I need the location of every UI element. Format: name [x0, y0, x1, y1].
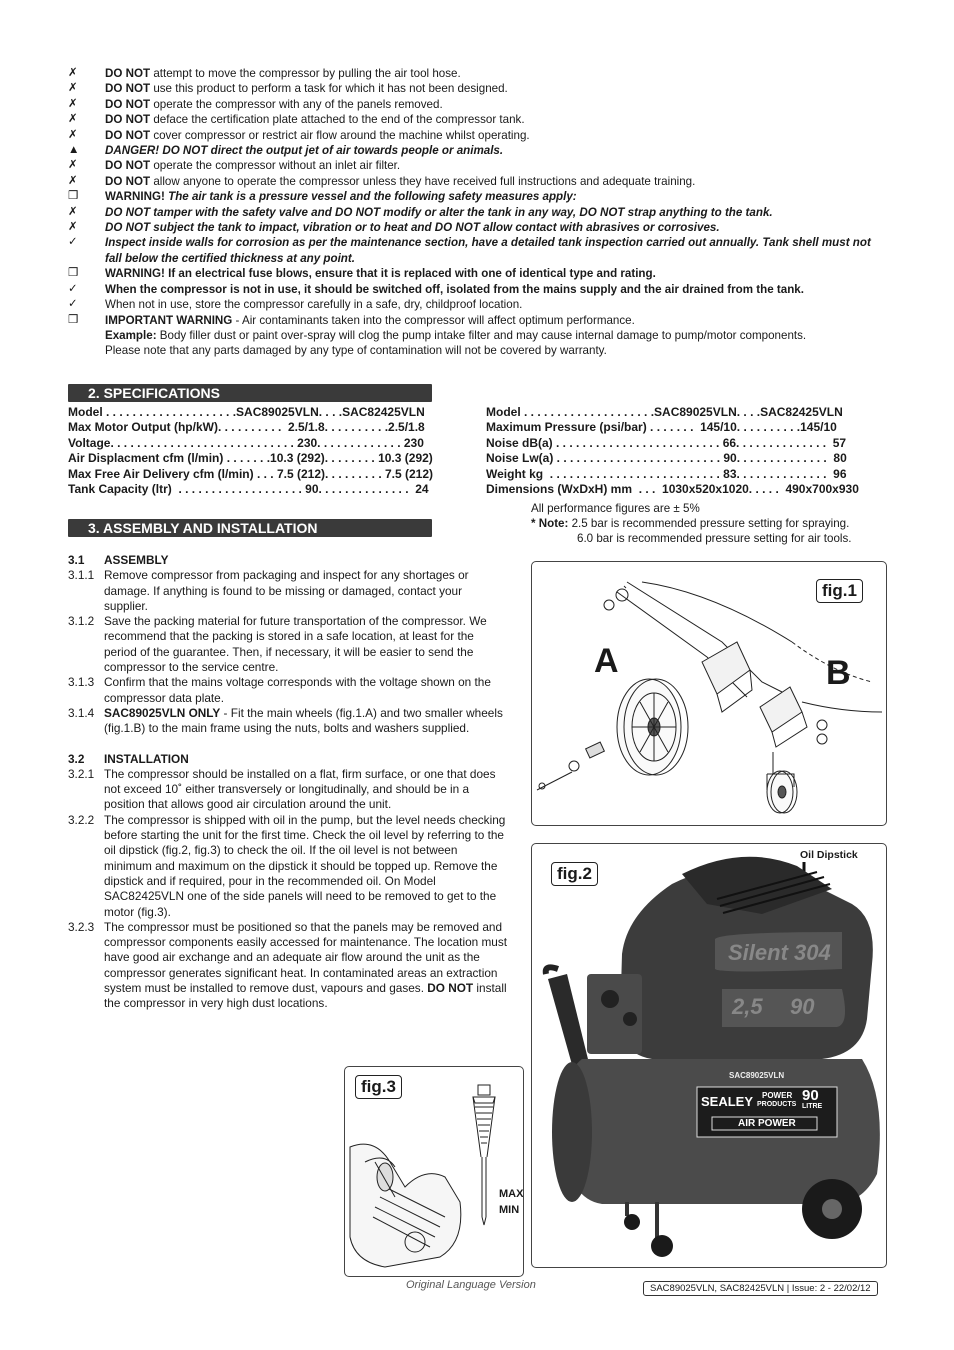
safety-text: DANGER! DO NOT direct the output jet of air towards people or animals.: [105, 144, 504, 158]
safety-item: [68, 112, 888, 127]
safety-symbol-icon: ❒: [68, 190, 79, 203]
spec-row: Air Displacment cfm (l/min) . . . . . . .10.3 (292). . . . . . . . 10.3 (292): [68, 451, 433, 466]
label-b: B: [826, 654, 851, 692]
safety-item: [68, 297, 888, 312]
safety-text: When the compressor is not in use, it should be switched off, isolated from the mains supply and the air drained from the tank.: [105, 282, 804, 296]
fig3-label: fig.3: [355, 1075, 402, 1099]
litre-text: LITRE: [802, 1103, 823, 1110]
figure-2-compressor: [531, 843, 887, 1268]
spec-row: Max Motor Output (hp/kW). . . . . . . . . . 2.5/1.8. . . . . . . . . .2.5/1.8: [68, 420, 425, 435]
figure-3-oil-dipstick: [344, 1066, 524, 1277]
safety-text: WARNING! The air tank is a pressure vessel and the following safety measures apply:: [105, 190, 577, 204]
spec-row: Noise Lw(a) . . . . . . . . . . . . . . . . . . . . . . . . . 90. . . . . . . . . . . . . . 80: [486, 451, 847, 466]
oil-dipstick-callout: Oil Dipstick: [800, 849, 858, 861]
safety-text: DO NOT cover compressor or restrict air flow around the machine whilst operating.: [105, 128, 530, 142]
step-3-1-3: 3.1.3 Confirm that the mains voltage corresponds with the voltage shown on the compressor data plate.: [68, 675, 491, 705]
safety-text: Example: Body filler dust or paint over-spray will clog the pump intake filter and may cause internal damage to pump/motor components.: [105, 328, 807, 342]
safety-symbol-icon: [68, 328, 105, 343]
spec-notes: [531, 501, 852, 547]
min-mark: MIN: [499, 1204, 520, 1216]
safety-item: [68, 282, 888, 297]
safety-symbol-icon: ✗: [68, 221, 78, 234]
step-3-1-2: 3.1.2 Save the packing material for future transportation of the compressor. We recommend that the packing is stored in a safe location, at least for the period of the guarantee. Then, if necessary, it will be easier to send the compressor to the service centre.: [68, 614, 487, 675]
safety-text: WARNING! If an electrical fuse blows, ensure that it is replaced with one of identical type and rating.: [105, 267, 656, 281]
safety-item: [68, 343, 888, 358]
specs-right-table: [486, 405, 859, 497]
subsection-assembly: 3.1 ASSEMBLY: [68, 553, 169, 567]
safety-instructions: [68, 66, 888, 359]
spec-row: Voltage. . . . . . . . . . . . . . . . . . . . . . . . . . . . 230. . . . . . . . . . . . . 230: [68, 435, 424, 450]
footer-model-issue: SAC89025VLN, SAC82425VLN | Issue: 2 - 22/02/12: [643, 1281, 878, 1296]
safety-text: DO NOT attempt to move the compressor by pulling the air tool hose.: [105, 67, 461, 80]
safety-symbol-icon: ✗: [68, 67, 78, 79]
step-3-1-1: 3.1.1 Remove compressor from packaging and inspect for any shortages or damage. If anything is found to be missing or damaged, contact your supplier.: [68, 568, 469, 613]
safety-symbol-icon: ✓: [68, 282, 78, 295]
safety-item: [68, 143, 888, 158]
compressor-illustration: [532, 844, 886, 1267]
spec-row: Max Free Air Delivery cfm (l/min) . . . 7.5 (212). . . . . . . . . 7.5 (212): [68, 466, 434, 481]
step-3-2-2: 3.2.2 The compressor is shipped with oil in the pump, but the level needs checking before starting the unit for the first time. Check the oil level by referring to the oil dipstick (fig.2, fig.3) to check the oil. If the oil level is not between minimum and maximum on the dipstick it should be topped up. Remove the dipstick and if required, pour in the recommended oil. On Model SAC82425VLN one of the side panels will need to be removed to get to the motor (fig.3).: [68, 812, 506, 919]
safety-text: Inspect inside walls for corrosion as per the maintenance section, have a detailed tank inspection carried out annually. Tank shell must not fall below the certified thickness at any point.: [105, 236, 871, 265]
fig2-label: fig.2: [551, 862, 598, 886]
step-3-2-1: 3.2.1 The compressor should be installed on a flat, firm surface, or one that does not exceed 10˚ either transversely or longitudinally, and should be in a position that allows good air circulation around the unit.: [68, 766, 496, 812]
spec-row: Model . . . . . . . . . . . . . . . . . . . .SAC89025VLN. . . .SAC82425VLN: [68, 405, 425, 419]
safety-text: DO NOT operate the compressor without an inlet air filter.: [105, 159, 401, 173]
safety-text: Please note that any parts damaged by any type of contamination will not be covered by warranty.: [105, 344, 607, 358]
safety-item: [68, 205, 888, 220]
note-label: * Note:: [531, 517, 569, 531]
power-logo-text: POWER: [762, 1091, 793, 1100]
air-tools-note: 6.0 bar is recommended pressure setting for air tools.: [577, 532, 852, 546]
safety-item: [68, 328, 888, 343]
spec-row: Weight kg . . . . . . . . . . . . . . . . . . . . . . . . . . 83. . . . . . . . . . . . . . 96: [486, 466, 847, 481]
products-logo-text: PRODUCTS: [757, 1101, 797, 1108]
safety-symbol-icon: ▲: [68, 144, 80, 157]
spec-row: Dimensions (WxDxH) mm . . . 1030x520x1020. . . . . 490x700x930: [486, 482, 859, 497]
safety-symbol-icon: ✗: [68, 97, 78, 110]
safety-item: [68, 128, 888, 143]
safety-text: DO NOT tamper with the safety valve and DO NOT modify or alter the tank in any way, DO NOT strap anything to the tank.: [105, 205, 773, 219]
safety-item: [68, 235, 888, 266]
spec-row: Tank Capacity (ltr) . . . . . . . . . . . . . . . . . . . 90. . . . . . . . . . . . . . 24: [68, 482, 429, 497]
safety-symbol-icon: ✗: [68, 159, 78, 172]
wheel-assembly-drawing: [532, 562, 886, 825]
figure-1-wheels: [531, 561, 887, 826]
subsection-installation: 3.2 INSTALLATION: [68, 751, 189, 766]
dipstick-drawing: [345, 1067, 523, 1276]
fig1-label: fig.1: [816, 579, 863, 603]
safety-symbol-icon: ✓: [68, 236, 78, 249]
safety-symbol-icon: ❒: [68, 313, 79, 326]
safety-item: [68, 313, 888, 328]
safety-symbol-icon: [68, 343, 105, 358]
rating-badge-volume: 90: [790, 994, 815, 1019]
safety-symbol-icon: ✗: [68, 128, 78, 141]
safety-text: When not in use, store the compressor carefully in a safe, dry, childproof location.: [105, 298, 523, 312]
safety-item: [68, 66, 888, 81]
model-plate: SAC89025VLN: [729, 1071, 785, 1080]
rating-badge-pressure: 2,5: [732, 994, 763, 1019]
assembly-section: [68, 553, 508, 1012]
air-power-text: AIR POWER: [738, 1118, 796, 1129]
spec-row: Maximum Pressure (psi/bar) . . . . . . . 145/10. . . . . . . . . .145/10: [486, 420, 837, 435]
safety-text: IMPORTANT WARNING - Air contaminants taken into the compressor will affect optimum performance.: [105, 313, 635, 327]
litre-number: 90: [802, 1087, 819, 1104]
assembly-heading: 3. ASSEMBLY AND INSTALLATION: [68, 519, 432, 537]
safety-text: DO NOT operate the compressor with any of the panels removed.: [105, 97, 443, 111]
safety-symbol-icon: ✗: [68, 113, 78, 126]
safety-item: [68, 189, 888, 204]
spec-row: Model . . . . . . . . . . . . . . . . . . . .SAC89025VLN. . . .SAC82425VLN: [486, 405, 843, 419]
label-a: A: [594, 642, 619, 680]
safety-item: [68, 81, 888, 96]
safety-symbol-icon: ❒: [68, 267, 79, 280]
safety-symbol-icon: ✗: [68, 174, 78, 187]
safety-item: [68, 97, 888, 112]
specifications-heading: 2. SPECIFICATIONS: [68, 384, 432, 402]
spraying-note: 2.5 bar is recommended pressure setting for spraying.: [568, 517, 850, 531]
safety-text: DO NOT use this product to perform a task for which it has not been designed.: [105, 82, 508, 96]
safety-item: [68, 158, 888, 173]
safety-text: DO NOT subject the tank to impact, vibration or to heat and DO NOT allow contact with abrasives or corrosives.: [105, 221, 720, 235]
safety-item: [68, 174, 888, 189]
safety-symbol-icon: ✗: [68, 82, 78, 95]
performance-note: All performance figures are ± 5%: [531, 502, 700, 515]
step-3-2-3: 3.2.3 The compressor must be positioned so that the panels may be removed and compressor components easily accessed for maintenance. The location must have good air exchange and an adequate air flow around the unit as the compressor generates significant heat. In contaminated areas an extraction system must be installed to remove dust, vapours and gases. DO NOT install the compressor in very high dust locations.: [68, 919, 508, 1011]
spec-row: Noise dB(a) . . . . . . . . . . . . . . . . . . . . . . . . . 66. . . . . . . . . . . . . . 57: [486, 435, 847, 450]
safety-symbol-icon: ✓: [68, 298, 78, 311]
silent-304-badge: Silent 304: [728, 940, 831, 965]
max-mark: MAX: [499, 1188, 524, 1200]
footer-language-note: Original Language Version: [406, 1279, 536, 1291]
safety-item: [68, 220, 888, 235]
safety-text: DO NOT deface the certification plate attached to the end of the compressor tank.: [105, 113, 525, 127]
safety-item: [68, 266, 888, 281]
safety-symbol-icon: ✗: [68, 205, 78, 218]
specs-left-table: [68, 405, 433, 497]
sealey-logo: SEALEY: [701, 1094, 754, 1109]
step-3-1-4: 3.1.4 SAC89025VLN ONLY - Fit the main wheels (fig.1.A) and two smaller wheels (fig.1.B) to the main frame using the nuts, bolts and washers supplied.: [68, 705, 503, 736]
safety-text: DO NOT allow anyone to operate the compressor unless they have received full instructions and adequate training.: [105, 174, 696, 188]
